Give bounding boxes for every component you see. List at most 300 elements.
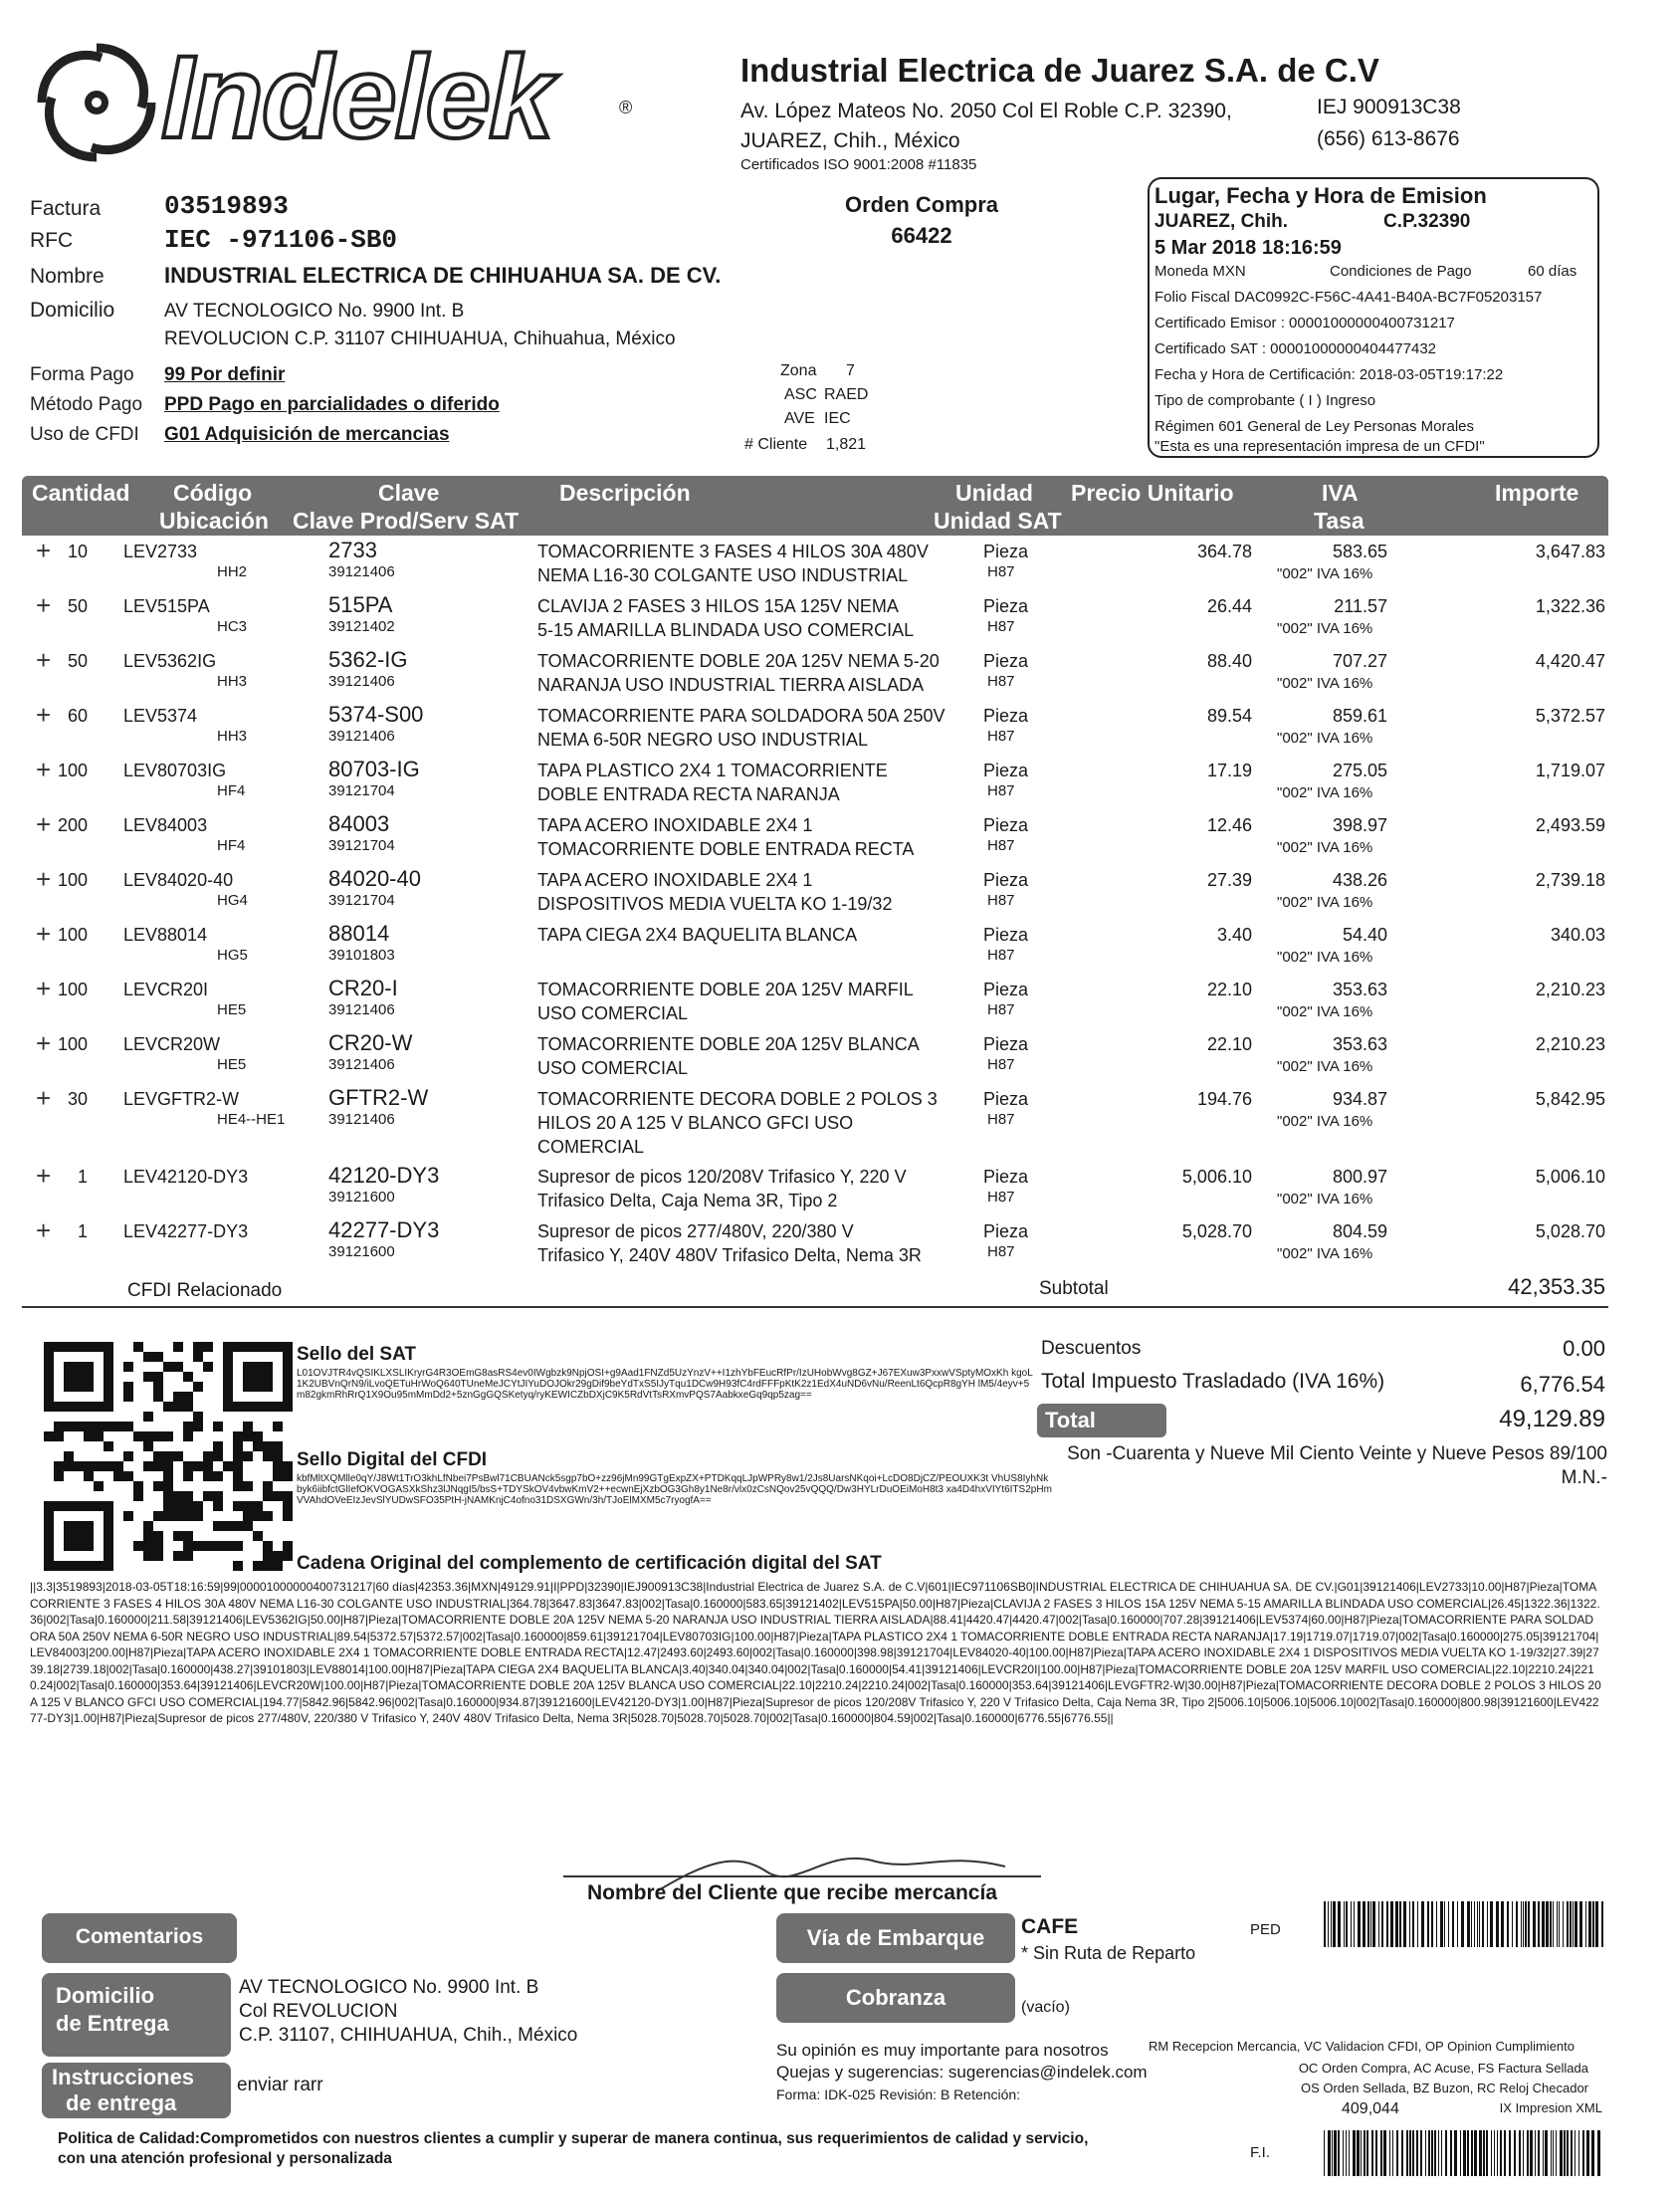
row-description-1: TOMACORRIENTE PARA SOLDADORA 50A 250V [537, 706, 945, 726]
row-clave: 88014 [328, 921, 390, 946]
row-description-2: USO COMERCIAL [537, 1003, 689, 1023]
row-importe: 1,719.07 [1535, 761, 1605, 780]
row-clave-sat: 39121402 [328, 618, 395, 635]
row-iva: 804.59 [1332, 1221, 1387, 1241]
company-phone: (656) 613-8676 [1317, 127, 1460, 150]
row-unit-sat: H87 [987, 1001, 1015, 1018]
row-code: LEV84020-40 [123, 870, 234, 890]
row-clave-sat: 39101803 [328, 947, 395, 964]
th-codigo: Código [173, 480, 253, 506]
row-importe: 5,842.95 [1535, 1089, 1605, 1109]
rfc-label: RFC [30, 229, 74, 252]
row-importe: 5,372.57 [1535, 706, 1605, 726]
orden-compra-value: 66422 [891, 223, 952, 248]
sello-cfdi-label: Sello Digital del CFDI [297, 1449, 488, 1470]
row-unit-sat: H87 [987, 563, 1015, 580]
leyenda-3: OS Orden Sellada, BZ Buzon, RC Reloj Checador [1300, 2081, 1588, 2095]
row-quantity: 60 [67, 706, 88, 726]
zona-label: Zona [780, 362, 817, 379]
row-location: HE5 [217, 1056, 247, 1073]
row-location: HC3 [217, 618, 248, 635]
row-location: HG5 [217, 947, 248, 964]
check-mark-icon: + [36, 1028, 52, 1058]
row-iva: 707.27 [1332, 651, 1387, 671]
row-description-1: TAPA ACERO INOXIDABLE 2X4 1 [537, 815, 813, 835]
row-tasa: "002" IVA 16% [1277, 730, 1373, 747]
cadena-label: Cadena Original del complemento de certificación digital del SAT [297, 1553, 882, 1574]
row-clave-sat: 39121704 [328, 892, 395, 909]
row-quantity: 50 [67, 596, 88, 616]
th-tasa: Tasa [1314, 508, 1365, 534]
table-row [0, 1161, 1680, 1220]
check-mark-icon: + [36, 1161, 52, 1191]
row-iva: 438.26 [1332, 870, 1387, 890]
th-clave-prod: Clave Prod/Serv SAT [293, 508, 520, 534]
row-clave: GFTR2-W [328, 1085, 429, 1110]
nombre-value: INDUSTRIAL ELECTRICA DE CHIHUAHUA SA. DE CV. [164, 263, 722, 288]
row-unit-price: 26.44 [1206, 596, 1252, 616]
subtotal-value: 42,353.35 [1508, 1274, 1605, 1299]
leyenda-2: OC Orden Compra, AC Acuse, FS Factura Sellada [1298, 2061, 1588, 2076]
row-tasa: "002" IVA 16% [1277, 620, 1373, 637]
row-unit-price: 22.10 [1206, 980, 1252, 999]
row-iva: 859.61 [1332, 706, 1387, 726]
emission-fecha-cert: Fecha y Hora de Certificación: 2018-03-05T19:17:22 [1155, 366, 1504, 383]
check-mark-icon: + [36, 919, 52, 949]
row-importe: 2,493.59 [1535, 815, 1605, 835]
domicilio-label: Domicilio [30, 299, 115, 322]
row-quantity: 30 [67, 1089, 88, 1109]
th-unidad-sat: Unidad SAT [934, 508, 1062, 534]
emission-cert-sat: Certificado SAT : 00001000000404477432 [1155, 340, 1437, 357]
check-mark-icon: + [36, 1083, 52, 1113]
fi-label: F.I. [1250, 2144, 1271, 2161]
row-clave-sat: 39121406 [328, 1056, 395, 1073]
check-mark-icon: + [36, 536, 52, 565]
row-tasa: "002" IVA 16% [1277, 784, 1373, 801]
row-code: LEV515PA [123, 596, 210, 616]
instrucciones-label-2: de entrega [66, 2090, 177, 2115]
asc-label: ASC [784, 386, 817, 403]
row-unit-price: 5,028.70 [1181, 1221, 1252, 1241]
row-unit-price: 12.46 [1206, 815, 1252, 835]
swirl-logo-icon [22, 28, 171, 177]
emission-regimen: Régimen 601 General de Ley Personas Morales [1155, 418, 1475, 435]
total-pill-bar [1166, 1404, 1170, 1437]
row-description-1: TOMACORRIENTE DECORA DOBLE 2 POLOS 3 [537, 1089, 938, 1109]
cfdi-relacionado: CFDI Relacionado [127, 1280, 283, 1301]
table-row [0, 700, 1680, 760]
th-precio: Precio Unitario [1071, 480, 1234, 506]
row-location: HF4 [217, 837, 246, 854]
qr-code-icon [44, 1342, 293, 1571]
row-description-1: TAPA CIEGA 2X4 BAQUELITA BLANCA [537, 925, 858, 945]
row-iva: 934.87 [1332, 1089, 1387, 1109]
table-row [0, 864, 1680, 924]
row-tasa: "002" IVA 16% [1277, 1245, 1373, 1262]
row-clave: 42120-DY3 [328, 1163, 440, 1188]
row-clave-sat: 39121406 [328, 673, 395, 690]
row-importe: 5,006.10 [1535, 1167, 1605, 1187]
row-tasa: "002" IVA 16% [1277, 1113, 1373, 1130]
row-unit: Pieza [983, 651, 1029, 671]
emission-dias: 60 días [1528, 263, 1577, 280]
sello-sat-label: Sello del SAT [297, 1344, 417, 1365]
row-unit: Pieza [983, 761, 1029, 780]
row-unit-sat: H87 [987, 947, 1015, 964]
row-tasa: "002" IVA 16% [1277, 1058, 1373, 1075]
row-importe: 4,420.47 [1535, 651, 1605, 671]
emission-title: Lugar, Fecha y Hora de Emision [1155, 183, 1487, 208]
row-code: LEV80703IG [123, 761, 227, 780]
company-name: Industrial Electrica de Juarez S.A. de C.V [740, 52, 1379, 89]
row-description-2: HILOS 20 A 125 V BLANCO GFCI USO [537, 1113, 854, 1133]
emission-representacion: "Esta es una representación impresa de un CFDI" [1155, 438, 1485, 455]
row-unit-price: 17.19 [1206, 761, 1252, 780]
row-importe: 2,739.18 [1535, 870, 1605, 890]
leyenda-num: 409,044 [1342, 2100, 1399, 2117]
impuesto-label: Total Impuesto Trasladado (IVA 16%) [1041, 1370, 1385, 1393]
row-unit-sat: H87 [987, 892, 1015, 909]
row-quantity: 50 [67, 651, 88, 671]
descuentos-value: 0.00 [1563, 1336, 1605, 1361]
row-iva: 353.63 [1332, 1034, 1387, 1054]
row-unit-price: 22.10 [1206, 1034, 1252, 1054]
cliente-value: 1,821 [826, 436, 867, 453]
th-importe: Importe [1495, 480, 1579, 506]
row-clave-sat: 39121406 [328, 1111, 395, 1128]
row-unit-price: 3.40 [1216, 925, 1252, 945]
row-unit-sat: H87 [987, 837, 1015, 854]
row-importe: 2,210.23 [1535, 980, 1605, 999]
forma-pago-value: 99 Por definir [164, 364, 286, 385]
row-clave: 515PA [328, 592, 393, 617]
comentarios-label: Comentarios [75, 1925, 204, 1948]
emission-date: 5 Mar 2018 18:16:59 [1155, 237, 1342, 259]
th-unidad: Unidad [955, 480, 1033, 506]
forma-text: Forma: IDK-025 Revisión: B Retención: [776, 2086, 1021, 2102]
factura-number: 03519893 [164, 191, 289, 221]
uso-cfdi-label: Uso de CFDI [30, 424, 139, 445]
row-unit: Pieza [983, 1167, 1029, 1187]
table-row [0, 919, 1680, 979]
row-clave: 5362-IG [328, 647, 408, 672]
row-description-2: Trifasico Y, 240V 480V Trifasico Delta, Nema 3R [537, 1245, 922, 1265]
row-unit-price: 5,006.10 [1181, 1167, 1252, 1187]
opinion-text: Su opinión es muy importante para nosotros [776, 2041, 1109, 2060]
row-unit: Pieza [983, 1034, 1029, 1054]
row-unit: Pieza [983, 815, 1029, 835]
row-tasa: "002" IVA 16% [1277, 1191, 1373, 1207]
politica-line-1: Comprometidos con nuestros clientes a cumplir y superar de manera continua, sus requerimientos de calidad y servicio, [199, 2130, 1089, 2147]
th-clave: Clave [378, 480, 440, 506]
row-tasa: "002" IVA 16% [1277, 949, 1373, 966]
row-unit-price: 88.40 [1206, 651, 1252, 671]
row-unit: Pieza [983, 925, 1029, 945]
leyenda-4: IX Impresion XML [1499, 2100, 1602, 2115]
row-description-2: NARANJA USO INDUSTRIAL TIERRA AISLADA [537, 675, 925, 695]
row-code: LEV42120-DY3 [123, 1167, 249, 1187]
instrucciones-value: enviar rarr [237, 2075, 323, 2095]
row-clave: 5374-S00 [328, 702, 424, 727]
vacio-label: (vacío) [1021, 1999, 1070, 2016]
metodo-pago-value: PPD Pago en parcialidades o diferido [164, 394, 500, 415]
row-unit-sat: H87 [987, 1111, 1015, 1128]
check-mark-icon: + [36, 1215, 52, 1245]
row-description-2: 5-15 AMARILLA BLINDADA USO COMERCIAL [537, 620, 915, 640]
row-quantity: 100 [57, 1034, 88, 1054]
cliente-label: # Cliente [744, 436, 808, 453]
row-importe: 1,322.36 [1535, 596, 1605, 616]
company-rfc: IEJ 900913C38 [1317, 96, 1461, 118]
row-quantity: 100 [57, 980, 88, 999]
row-code: LEV2733 [123, 542, 198, 561]
row-location: HG4 [217, 892, 248, 909]
line-above-totals [22, 1306, 1608, 1308]
row-description-1: TAPA ACERO INOXIDABLE 2X4 1 [537, 870, 813, 890]
row-location: HE4--HE1 [217, 1111, 286, 1128]
emission-condiciones: Condiciones de Pago [1330, 263, 1472, 280]
row-description-2: DISPOSITIVOS MEDIA VUELTA KO 1-19/32 [537, 894, 893, 914]
row-code: LEV5374 [123, 706, 198, 726]
asc-value: RAED [824, 386, 869, 403]
emission-moneda: Moneda MXN [1155, 263, 1246, 280]
sin-ruta: * Sin Ruta de Reparto [1021, 1943, 1196, 1963]
row-importe: 340.03 [1550, 925, 1605, 945]
row-tasa: "002" IVA 16% [1277, 565, 1373, 582]
table-row [0, 536, 1680, 595]
recibe-label: Nombre del Cliente que recibe mercancía [587, 1881, 997, 1904]
row-clave: 84020-40 [328, 866, 421, 891]
row-tasa: "002" IVA 16% [1277, 839, 1373, 856]
table-row [0, 590, 1680, 650]
check-mark-icon: + [36, 755, 52, 784]
via-embarque-value: CAFE [1021, 1915, 1079, 1938]
row-code: LEVCR20I [123, 980, 209, 999]
emission-tipo: Tipo de comprobante ( I ) Ingreso [1155, 392, 1376, 409]
row-description-1: TAPA PLASTICO 2X4 1 TOMACORRIENTE [537, 761, 888, 780]
row-unit-price: 194.76 [1196, 1089, 1252, 1109]
row-iva: 583.65 [1332, 542, 1387, 561]
row-unit-sat: H87 [987, 673, 1015, 690]
th-iva: IVA [1322, 480, 1359, 506]
row-unit: Pieza [983, 980, 1029, 999]
sello-sat-text: L01OVJTR4vQSIKLXSLIKryrG4R3OEmG8asRS4ev0IWgbzk9NpjOSI+g9Aad1FNZd5UzYnzV++I1zhYbFEucRfPr/IzUHobWvg8GZ+J67EXuw3PxxwVSptyMOxKh kgoL1K2UBVnQrN9/iLvoQETuHrWoQ640TUneMeJCYtJIYuDOJOkr29gDif9beYdTxS5IJyTqu1DCw9H93fC4rdFFFpKtK2z1EdX4uND6vNu/ReenLt6QcpR8gYH lM5/4eyv+5m82gkmRhRrQ1X9Ou95mMmDd2+5znGgGQSKetyq/ryKEWICZbDXjC9K5RdVtTsRXmvPQS7AabkxeGq9qp5zag== [297, 1368, 1033, 1401]
company-logo [22, 28, 659, 177]
row-iva: 353.63 [1332, 980, 1387, 999]
row-quantity: 1 [77, 1221, 88, 1241]
check-mark-icon: + [36, 809, 52, 839]
ave-label: AVE [784, 410, 815, 427]
row-iva: 800.97 [1332, 1167, 1387, 1187]
row-location: HF4 [217, 782, 246, 799]
row-description-2: TOMACORRIENTE DOBLE ENTRADA RECTA [537, 839, 915, 859]
row-clave: CR20-I [328, 976, 398, 1000]
row-location: HH2 [217, 563, 248, 580]
row-unit-price: 27.39 [1206, 870, 1252, 890]
row-clave-sat: 39121406 [328, 728, 395, 745]
row-clave-sat: 39121600 [328, 1189, 395, 1206]
row-quantity: 100 [57, 761, 88, 780]
emission-cp: C.P.32390 [1383, 211, 1471, 232]
registered-mark: ® [619, 98, 633, 117]
row-quantity: 100 [57, 925, 88, 945]
row-iva: 398.97 [1332, 815, 1387, 835]
row-clave-sat: 39121406 [328, 1001, 395, 1018]
row-code: LEVGFTR2-W [123, 1089, 240, 1109]
table-row [0, 755, 1680, 814]
total-label: Total [1045, 1408, 1096, 1432]
table-header [22, 476, 1608, 536]
instrucciones-label-1: Instrucciones [52, 2065, 195, 2089]
row-tasa: "002" IVA 16% [1277, 894, 1373, 911]
cadena-text: ||3.3|3519893|2018-03-05T18:16:59|99|00001000000400731217|60 días|42353.36|MXN|49129.91|I|PPD|32390|IEJ900913C38|Industrial Electrica de Juarez S.A. de C.V|601|IEC971106SB0|INDUSTRIAL ELECTRICA DE CHIHUAHUA SA. DE CV.|G01|39121406|LEV2733|10.00|H87|Pieza|TOMACORRIENTE 3 FASES 4 HILOS 30A 480V NEMA L16-30 COLGANTE USO INDUSTRIAL|364.78|3647.83|3647.83|002|Tasa|0.160000|583.65|39121402|LEV515PA|50.00|H87|Pieza|CLAVIJA 2 FASES 3 HILOS 15A 125V NEMA 5-15 AMARILLA BLINDADA USO COMERCIAL|26.45|1322.36|1322.36|002|Tasa|0.160000|211.58|39121406|LEV5362IG|50.00|H87|Pieza|TOMACORRIENTE DOBLE 20A 125V NEMA 5-20 NARANJA USO INDUSTRIAL TIERRA AISLADA|88.41|4420.47|4420.47|002|Tasa|0.160000|707.28|39121406|LEV5374|60.00|H87|Pieza|TOMACORRIENTE PARA SOLDADORA 50A 250V NEMA 6-50R NEGRO USO INDUSTRIAL|89.54|5372.57|5372.57|002|Tasa|0.160000|859.61|39121704|LEV80703IG|100.00|H87|Pieza|TAPA PLASTICO 2X4 1 TOMACORRIENTE DOBLE ENTRADA RECTA NARANJA|17.19|1719.07|1719.07|002|Tasa|0.160000|275.05|39121704|LEV84003|200.00|H87|Pieza|TAPA ACERO INOXIDABLE 2X4 1 TOMACORRIENTE DOBLE ENTRADA RECTA|12.47|2493.60|2493.60|002|Tasa|0.160000|398.98|39121704|LEV84020-40|100.00|H87|Pieza|TAPA ACERO INOXIDABLE 2X4 1 DISPOSITIVOS MEDIA VUELTA KO 1-19/32|27.39|2739.18|2739.18|002|Tasa|0.160000|438.27|39101803|LEV88014|100.00|H87|Pieza|TAPA CIEGA 2X4 BAQUELITA BLANCA|3.40|340.04|340.04|002|Tasa|0.160000|54.41|39121406|LEVCR20I|100.00|H87|Pieza|TOMACORRIENTE DOBLE 20A 125V MARFIL USO COMERCIAL|22.10|2210.24|2210.24|002|Tasa|0.160000|353.64|39121406|LEVCR20W|100.00|H87|Pieza|TOMACORRIENTE DOBLE 20A 125V BLANCA USO COMERCIAL|22.10|2210.24|2210.24|002|Tasa|0.160000|353.64|39121406|LEVGFTR2-W|30.00|H87|Pieza|TOMACORRIENTE DECORA DOBLE 2 POLOS 3 HILOS 20 A 125 V BLANCO GFCI USO COMERCIAL|194.77|5842.96|5842.96|002|Tasa|0.160000|934.87|39121600|LEV42120-DY3|1.00|H87|Pieza|Supresor de picos 120/208V Trifasico Y, 220 V Trifasico Delta, Caja Nema 3R, Tipo 2|5006.10|5006.10|5006.10|002|Tasa|0.160000|800.98|39121600|LEV42277-DY3|1.00|H87|Pieza|Supresor de picos 277/480V, 220/380 V Trifasico Y, 240V 480V Trifasico Delta, Nema 3R|5028.70|5028.70|5028.70|002|Tasa|0.160000|804.59|002|Tasa|0.160000|6776.55|6776.55|| [30, 1580, 1601, 1725]
row-importe: 5,028.70 [1535, 1221, 1605, 1241]
domicilio-line-1: AV TECNOLOGICO No. 9900 Int. B [164, 301, 465, 322]
row-unit: Pieza [983, 542, 1029, 561]
impuesto-value: 6,776.54 [1520, 1372, 1605, 1397]
row-clave: 80703-IG [328, 757, 420, 781]
check-mark-icon: + [36, 700, 52, 730]
row-unit-price: 364.78 [1196, 542, 1252, 561]
row-description-2: NEMA L16-30 COLGANTE USO INDUSTRIAL [537, 565, 909, 585]
row-unit-sat: H87 [987, 782, 1015, 799]
check-mark-icon: + [36, 864, 52, 894]
row-description-2: USO COMERCIAL [537, 1058, 689, 1078]
row-quantity: 200 [57, 815, 88, 835]
row-unit-sat: H87 [987, 1056, 1015, 1073]
row-code: LEV5362IG [123, 651, 217, 671]
row-description-1: TOMACORRIENTE DOBLE 20A 125V MARFIL [537, 980, 914, 999]
table-row [0, 645, 1680, 705]
row-description-1: Supresor de picos 120/208V Trifasico Y, 220 V [537, 1167, 907, 1187]
row-iva: 54.40 [1342, 925, 1387, 945]
row-quantity: 100 [57, 870, 88, 890]
row-description-1: CLAVIJA 2 FASES 3 HILOS 15A 125V NEMA [537, 596, 899, 616]
th-cantidad: Cantidad [32, 480, 130, 506]
barcode-top-icon [1324, 1901, 1604, 1947]
company-address-1: Av. López Mateos No. 2050 Col El Roble C.P. 32390, [740, 100, 1232, 122]
company-address-2: JUAREZ, Chih., México [740, 129, 960, 152]
table-row [0, 809, 1680, 869]
row-importe: 2,210.23 [1535, 1034, 1605, 1054]
company-cert: Certificados ISO 9001:2008 #11835 [740, 156, 977, 173]
domicilio-entrega-label-1: Domicilio [56, 1983, 155, 2008]
nombre-label: Nombre [30, 265, 105, 288]
row-clave: CR20-W [328, 1030, 413, 1055]
th-ubicacion: Ubicación [159, 508, 269, 534]
barcode-bottom-icon [1324, 2130, 1604, 2176]
row-unit-sat: H87 [987, 728, 1015, 745]
row-clave-sat: 39121704 [328, 782, 395, 799]
th-descripcion: Descripción [559, 480, 691, 506]
row-unit-sat: H87 [987, 1243, 1015, 1260]
rfc-value: IEC -971106-SB0 [164, 225, 398, 255]
row-location: HH3 [217, 728, 248, 745]
row-location: HH3 [217, 673, 248, 690]
row-quantity: 1 [77, 1167, 88, 1187]
row-description-1: TOMACORRIENTE DOBLE 20A 125V BLANCA [537, 1034, 920, 1054]
row-code: LEV42277-DY3 [123, 1221, 249, 1241]
row-quantity: 10 [67, 542, 88, 561]
check-mark-icon: + [36, 974, 52, 1003]
row-code: LEV84003 [123, 815, 208, 835]
logo-wordmark: Indelek [161, 32, 552, 163]
row-unit: Pieza [983, 706, 1029, 726]
leyenda-1: RM Recepcion Mercancia, VC Validacion CFDI, OP Opinion Cumplimiento [1149, 2039, 1575, 2054]
row-importe: 3,647.83 [1535, 542, 1605, 561]
subtotal-label: Subtotal [1039, 1278, 1109, 1299]
row-description-2: DOBLE ENTRADA RECTA NARANJA [537, 784, 840, 804]
row-iva: 211.57 [1334, 596, 1387, 616]
table-row [0, 974, 1680, 1033]
orden-compra-label: Orden Compra [844, 192, 999, 217]
row-iva: 275.05 [1332, 761, 1387, 780]
sello-cfdi-text: kbfMltXQMlle0qY/J8Wt1TrO3khLfNbei7PsBwl71CBUANck5sgp7bO+zz96jMn99GTgExpZX+PTDKqqLJpWPRy8w1/2Js8UarsNKqoi+LcDO8DjCZ/PEOUXK3t VhUS8IyhNkbyk6iibfctGlIefOKVOGASXkShz3lJNqgI5/bsS+TDYSkOV4vbwKmV2++ecwnEjXzbOG3Gh8y1Ne8r/vlx0zCsNQov25vQQQ/Dw3HYLrDuOEiMoH8t3 xa4D4hxVIYt6ITS2pHmVVAhdOVeEIzJevSlYUDwSFO35PtH-jNAMKnjC4ofno31DSXGWn/3h/TJoElMXM5c7ryogfA== [297, 1473, 1052, 1506]
emission-folio: Folio Fiscal DAC0992C-F56C-4A41-B40A-BC7F05203157 [1155, 289, 1543, 306]
metodo-pago-label: Método Pago [30, 394, 143, 415]
row-tasa: "002" IVA 16% [1277, 1003, 1373, 1020]
row-clave-sat: 39121600 [328, 1243, 395, 1260]
row-tasa: "002" IVA 16% [1277, 675, 1373, 692]
politica-line-2: con una atención profesional y personalizada [58, 2150, 392, 2167]
domicilio-entrega-2: Col REVOLUCION [239, 2001, 398, 2022]
row-description-1: Supresor de picos 277/480V, 220/380 V [537, 1221, 854, 1241]
domicilio-line-2: REVOLUCION C.P. 31107 CHIHUAHUA, Chihuahua, México [164, 329, 676, 349]
row-description-1: TOMACORRIENTE 3 FASES 4 HILOS 30A 480V [537, 542, 929, 561]
via-embarque-label: Vía de Embarque [806, 1925, 985, 1950]
row-clave: 2733 [328, 538, 377, 562]
row-unit: Pieza [983, 596, 1029, 616]
emission-cert-emisor: Certificado Emisor : 00001000000400731217 [1155, 315, 1455, 331]
cobranza-label: Cobranza [845, 1985, 946, 2010]
row-location: HE5 [217, 1001, 247, 1018]
emission-place: JUAREZ, Chih. [1155, 211, 1289, 232]
total-letra-2: M.N.- [1561, 1467, 1607, 1488]
ped-label: PED [1250, 1921, 1281, 1938]
row-description-2: Trifasico Delta, Caja Nema 3R, Tipo 2 [537, 1191, 838, 1210]
table-row [0, 1083, 1680, 1157]
forma-pago-label: Forma Pago [30, 364, 134, 385]
ave-value: IEC [824, 410, 851, 427]
domicilio-entrega-3: C.P. 31107, CHIHUAHUA, Chih., México [239, 2025, 578, 2046]
row-description-3: COMERCIAL [537, 1137, 645, 1157]
check-mark-icon: + [36, 590, 52, 620]
check-mark-icon: + [36, 645, 52, 675]
total-value: 49,129.89 [1499, 1406, 1605, 1432]
table-row [0, 1215, 1680, 1275]
uso-cfdi-value: G01 Adquisición de mercancias [164, 424, 450, 445]
politica-text-1 [58, 2130, 1088, 2148]
row-clave: 42277-DY3 [328, 1217, 440, 1242]
row-clave: 84003 [328, 811, 390, 836]
factura-label: Factura [30, 197, 102, 220]
domicilio-entrega-1: AV TECNOLOGICO No. 9900 Int. B [239, 1977, 539, 1998]
row-unit-price: 89.54 [1206, 706, 1252, 726]
row-unit-sat: H87 [987, 1189, 1015, 1206]
politica-label: Politica de Calidad: [58, 2130, 200, 2147]
total-letra-1: Son -Cuarenta y Nueve Mil Ciento Veinte y Nueve Pesos 89/100 [1067, 1443, 1607, 1464]
descuentos-label: Descuentos [1041, 1338, 1142, 1359]
row-code: LEVCR20W [123, 1034, 221, 1054]
row-unit: Pieza [983, 1089, 1029, 1109]
row-description-1: TOMACORRIENTE DOBLE 20A 125V NEMA 5-20 [537, 651, 940, 671]
row-unit: Pieza [983, 870, 1029, 890]
row-description-2: NEMA 6-50R NEGRO USO INDUSTRIAL [537, 730, 869, 750]
row-unit-sat: H87 [987, 618, 1015, 635]
row-code: LEV88014 [123, 925, 208, 945]
domicilio-entrega-label-2: de Entrega [56, 2011, 169, 2036]
